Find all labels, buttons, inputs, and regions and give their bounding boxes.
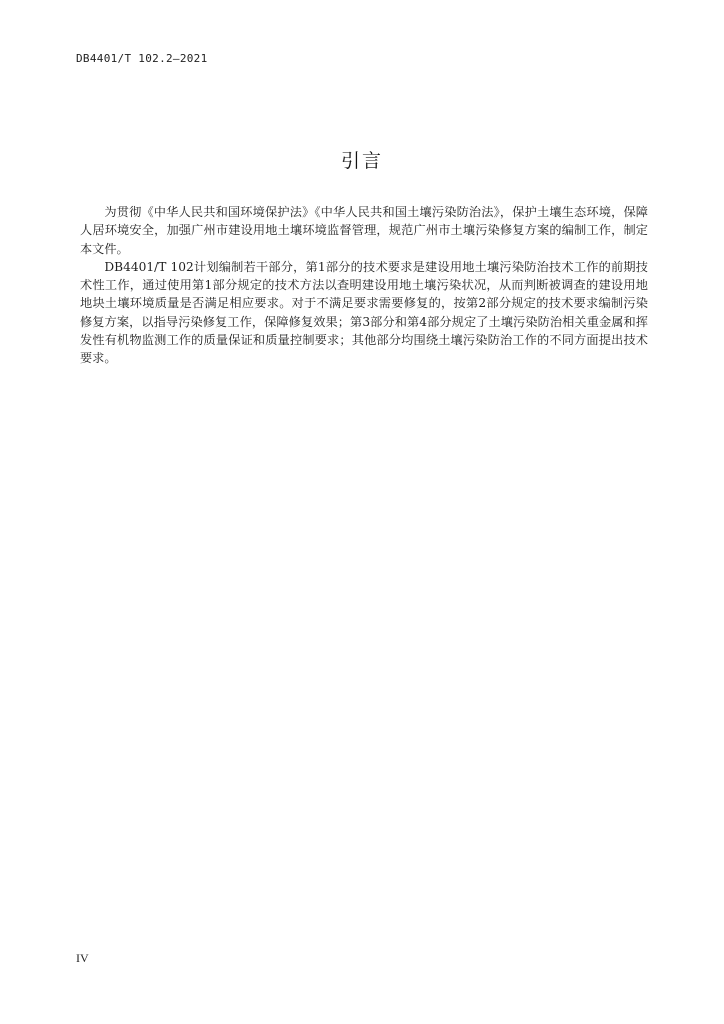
section-title: 引言 (340, 150, 383, 172)
body-text (80, 203, 648, 368)
paragraph-purpose: 为贯彻《中华人民共和国环境保护法》《中华人民共和国土壤污染防治法》，保护土壤生态环境，保障人居环境安全，加强广州市建设用地土壤环境监督管理，规范广州市土壤污染修复方案的编制工作，制定本文件。 (80, 205, 648, 256)
paragraph-structure: DB4401/T 102计划编制若干部分，第1部分的技术要求是建设用地土壤污染防治技术工作的前期技术性工作，通过使用第1部分规定的技术方法以查明建设用地土壤污染状况，从而判断被调查的建设用地地块土壤环境质量是否满足相应要求。对于不满足要求需要修复的，按第2部分规定的技术要求编制污染修复方案，以指导污染修复工作，保障修复效果；第3部分和第4部分规定了土壤污染防治相关重金属和挥发性有机物监测工作的质量保证和质量控制要求；其他部分均围绕土壤污染防治工作的不同方面提出技术要求。 (80, 259, 648, 366)
page-number: IV (76, 951, 89, 965)
document-number: DB4401/T 102.2—2021 (76, 52, 208, 65)
